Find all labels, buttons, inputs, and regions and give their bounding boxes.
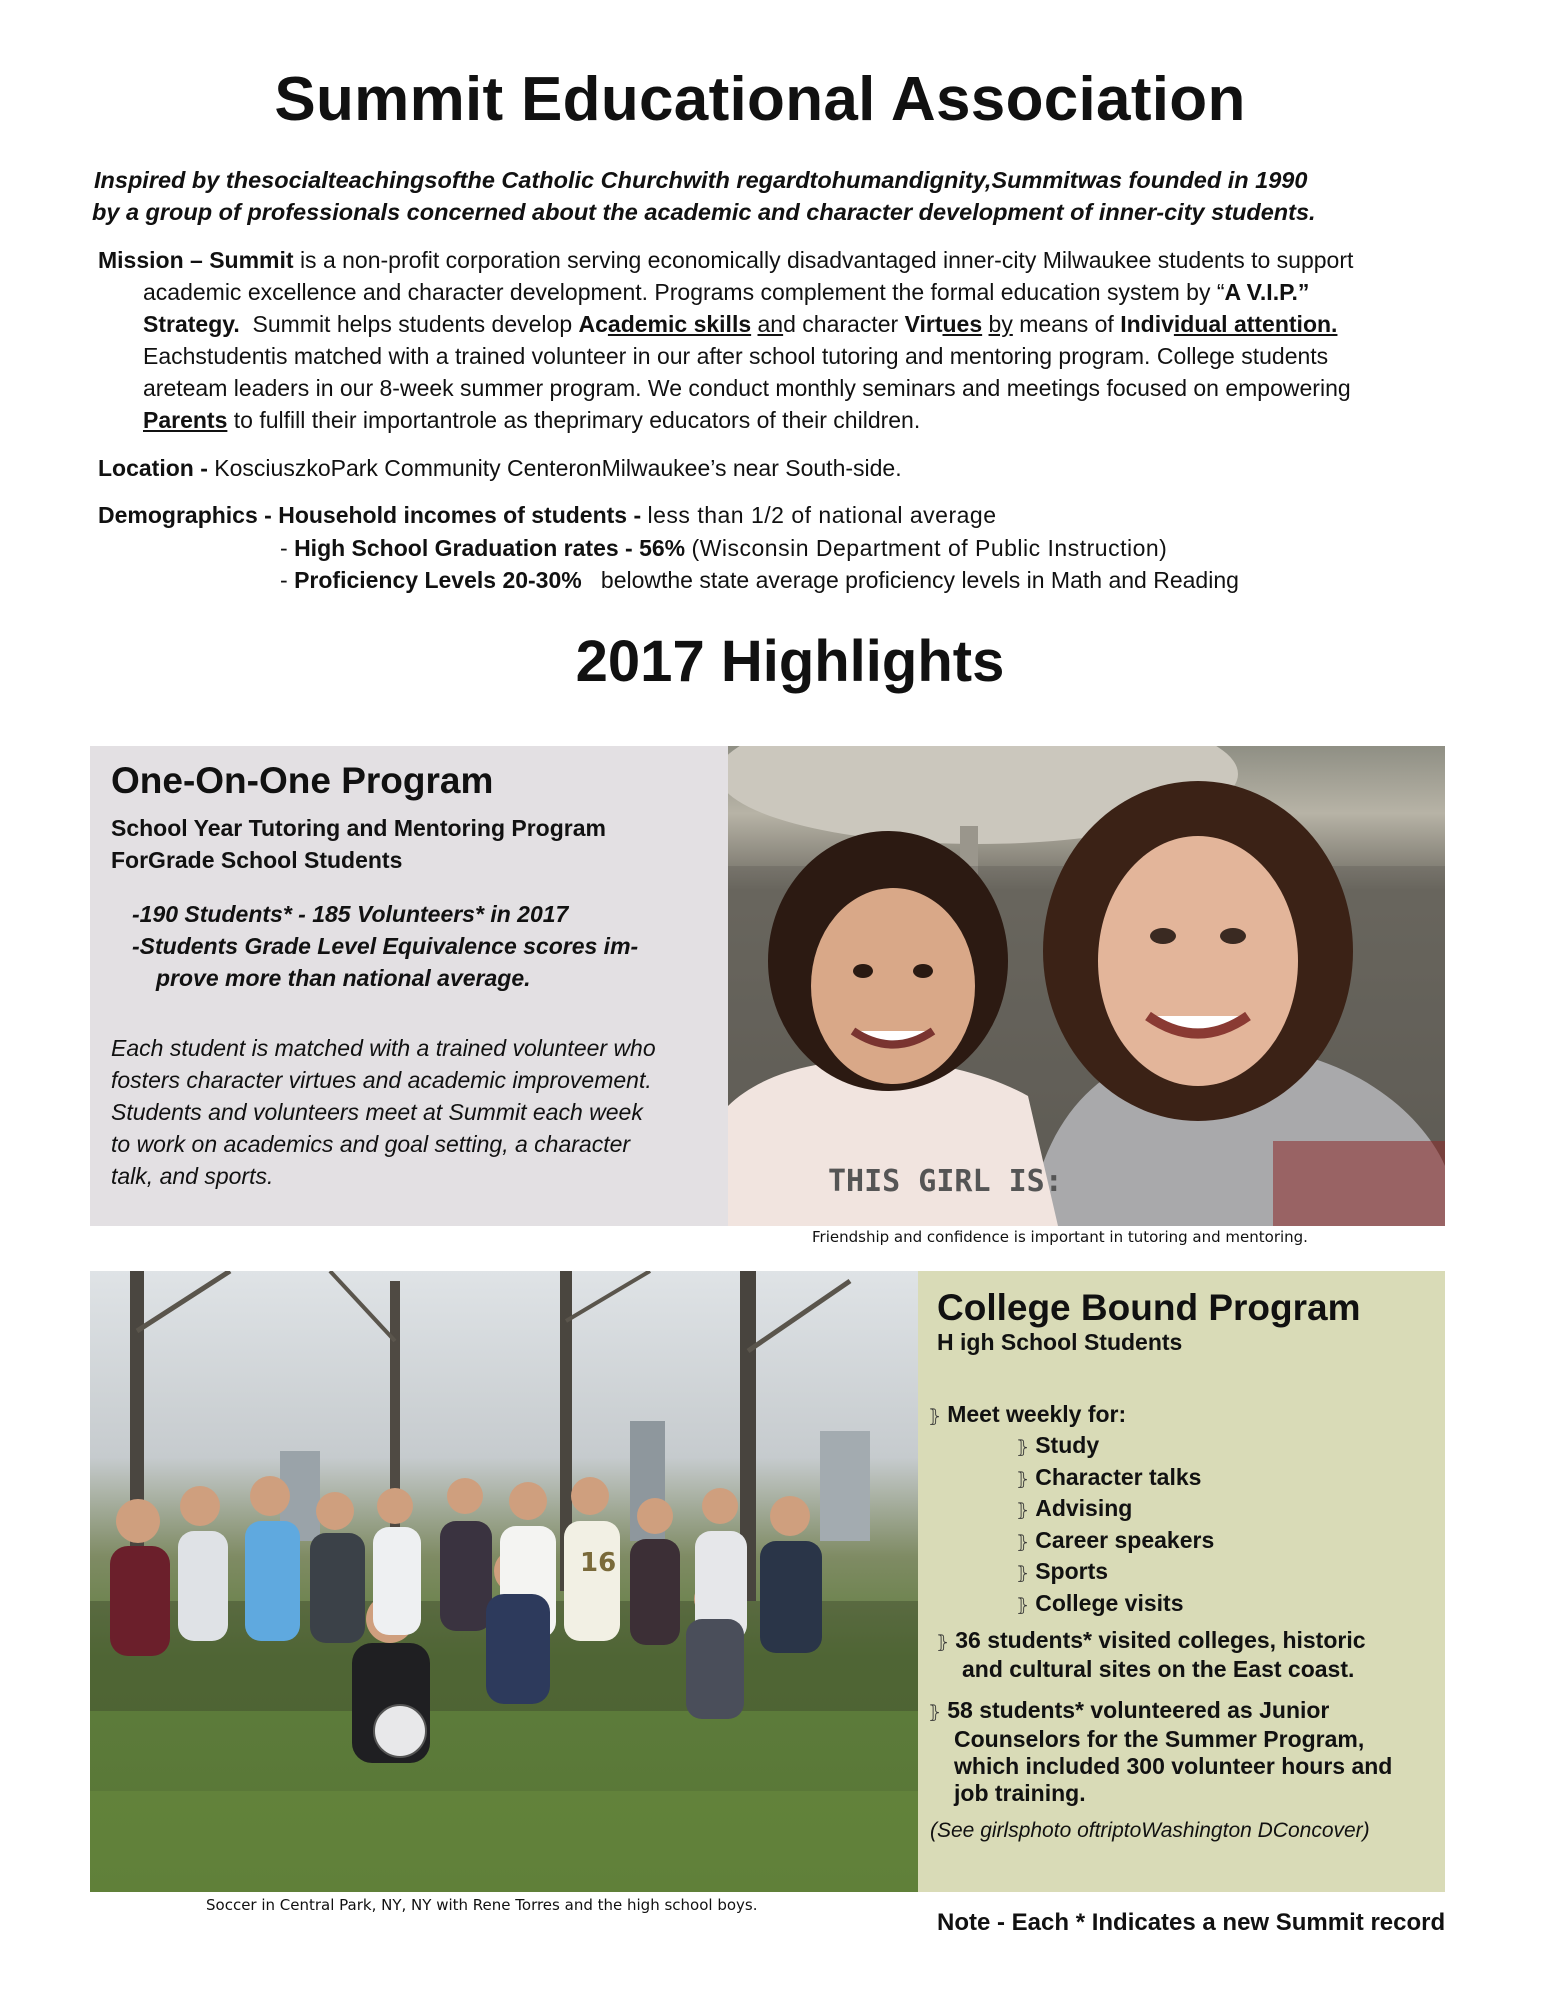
stat-grade-level-cont: prove more than national average. [156,965,531,991]
bullet-icon: ⦄ [928,1702,942,1722]
virtues-b: ues [942,311,983,337]
academic-skills-a: Ac [578,311,608,337]
one-on-one-title: One-On-One Program [111,760,494,801]
list-item [1016,1589,1214,1621]
meet-weekly-heading [928,1401,1126,1428]
list-item [1016,1431,1214,1463]
dash: - [280,567,288,593]
soccer-photo-illustration [90,1271,918,1892]
one-on-one-sub-2: ForGrade School Students [111,847,403,873]
avip-label: A V.I.P.” [1224,279,1310,305]
list-item-label: College visits [1035,1589,1184,1616]
mission-text: Summit helps students develop [252,311,573,337]
dash: - [280,535,288,561]
list-item-label: Character talks [1035,1463,1202,1490]
mission-line-2 [98,276,1493,308]
meet-weekly-list [1016,1431,1214,1620]
bullet-icon: ⦄ [936,1632,950,1652]
intro-line-2: by a group of professionals concerned about the academic and character development of inner-city students. [92,199,1316,225]
list-item-label: Advising [1035,1495,1133,1521]
list-item [1016,1526,1214,1558]
fact-college-visits [936,1627,1366,1683]
fact-line: which included 300 volunteer hours and [954,1753,1393,1779]
list-item-label: Study [1035,1432,1100,1458]
one-on-one-stats [132,898,638,994]
bullet-icon: ⦄ [1016,1563,1030,1583]
demographics-proficiency-text: belowthe state average proficiency levels in Math and Reading [600,567,1239,593]
strategy-label: Strategy. [143,311,240,337]
tutoring-photo [728,746,1445,1226]
location-label: Location - [98,455,208,481]
description-line: fosters character virtues and academic improvement. [111,1067,652,1093]
demographics-line-1 [98,502,997,529]
mission-line-6 [98,404,1493,436]
bullet-icon: ⦄ [1016,1531,1030,1552]
college-bound-panel [918,1271,1445,1892]
demographics-income-value: less than 1/2 of national average [647,502,997,528]
demographics-income: Household incomes of students - [278,502,642,528]
fact-line: 58 students* volunteered as Junior [947,1697,1330,1723]
demographics-proficiency: Proficiency Levels 20-30% [294,567,582,593]
shirt-text: THIS GIRL IS: [828,1164,1063,1199]
and-underlined: an [757,311,784,337]
list-item [1016,1494,1214,1526]
meet-weekly-label: Meet weekly for: [947,1401,1127,1427]
location-line [98,452,1493,484]
one-on-one-description [111,1032,711,1192]
mission-paragraph [98,244,1493,436]
mission-text: means of [1019,311,1114,337]
college-bound-subtitle: H igh School Students [937,1329,1183,1355]
fact-line: 36 students* visited colleges, historic [955,1627,1366,1653]
fact-junior-counselors [928,1697,1392,1807]
record-footnote: Note - Each * Indicates a new Summit record [937,1909,1446,1936]
stat-grade-level: -Students Grade Level Equivalence scores im- [132,933,639,959]
list-item [1016,1557,1214,1589]
academic-skills-b: ademic skills [607,311,752,337]
list-item [1016,1463,1214,1495]
list-item-label: Sports [1035,1558,1109,1584]
intro-line-1: Inspired by thesocialteachingsofthe Catholic Churchwith regardtohumandignity,Summitwas founded in 1990 [94,167,1308,193]
mission-brand: Summit [209,247,294,273]
by-underlined: by [988,311,1013,337]
mission-line-1 [98,244,1493,276]
description-line: talk, and sports. [111,1163,274,1189]
demographics-line-2 [280,535,1167,562]
mission-line-4: Eachstudentis matched with a trained volunteer in our after school tutoring and mentoring program. College students [143,343,1329,369]
bullet-icon: ⦄ [1016,1500,1030,1520]
soccer-photo-caption: Soccer in Central Park, NY, NY with Rene Torres and the high school boys. [206,1896,758,1914]
demographics-graduation-source: (Wisconsin Department of Public Instruction) [691,535,1168,561]
fact-line: Counselors for the Summer Program, [954,1726,1365,1752]
bullet-icon: ⦄ [1016,1437,1030,1457]
mission-line-5: areteam leaders in our 8-week summer program. We conduct monthly seminars and meetings focused on empowering [143,375,1351,401]
individual-b: idual attention. [1173,311,1338,337]
location-text: KosciuszkoPark Community CenteronMilwaukee’s near South-side. [214,455,902,481]
demographics-label: Demographics - [98,502,272,528]
virtues-a: Virt [904,311,943,337]
mission-text: d character [783,311,899,337]
one-on-one-subtitle [111,812,606,876]
fact-line: and cultural sites on the East coast. [962,1656,1355,1682]
page-title: Summit Educational Association [274,65,1246,134]
parents-label: Parents [143,407,228,433]
fact-line: job training. [954,1780,1086,1806]
list-item-label: Career speakers [1035,1526,1215,1553]
tutoring-photo-caption: Friendship and confidence is important in tutoring and mentoring. [812,1228,1308,1246]
mission-text: academic excellence and character development. Programs complement the formal education system by “ [143,279,1225,305]
demographics-line-3 [280,567,1239,594]
bullet-icon: ⦄ [1016,1594,1030,1615]
description-line: to work on academics and goal setting, a character [111,1131,631,1157]
soccer-photo [90,1271,918,1892]
one-on-one-sub-1: School Year Tutoring and Mentoring Program [111,815,606,841]
mission-line-3 [98,308,1493,340]
bullet-icon: ⦄ [1016,1468,1030,1489]
highlights-title: 2017 Highlights [575,629,1005,694]
description-line: Each student is matched with a trained volunteer who [111,1035,656,1061]
mission-text: to fulfill their importantrole as theprimary educators of their children. [233,407,921,433]
college-bound-title: College Bound Program [937,1287,1361,1328]
jersey-number: 16 [580,1548,617,1578]
see-photo-note: (See girlsphoto oftriptoWashington DConcover) [930,1819,1370,1842]
individual-a: Indiv [1120,311,1174,337]
bullet-icon: ⦄ [928,1406,942,1426]
demographics-graduation: High School Graduation rates - 56% [294,535,686,561]
stat-students-volunteers: -190 Students* - 185 Volunteers* in 2017 [132,901,569,927]
description-line: Students and volunteers meet at Summit each week [111,1099,643,1125]
tutoring-photo-illustration [728,746,1445,1226]
mission-text: is a non-profit corporation serving economically disadvantaged inner-city Milwaukee students to support [299,247,1354,273]
one-on-one-panel [90,746,728,1226]
mission-label: Mission – [98,247,203,273]
